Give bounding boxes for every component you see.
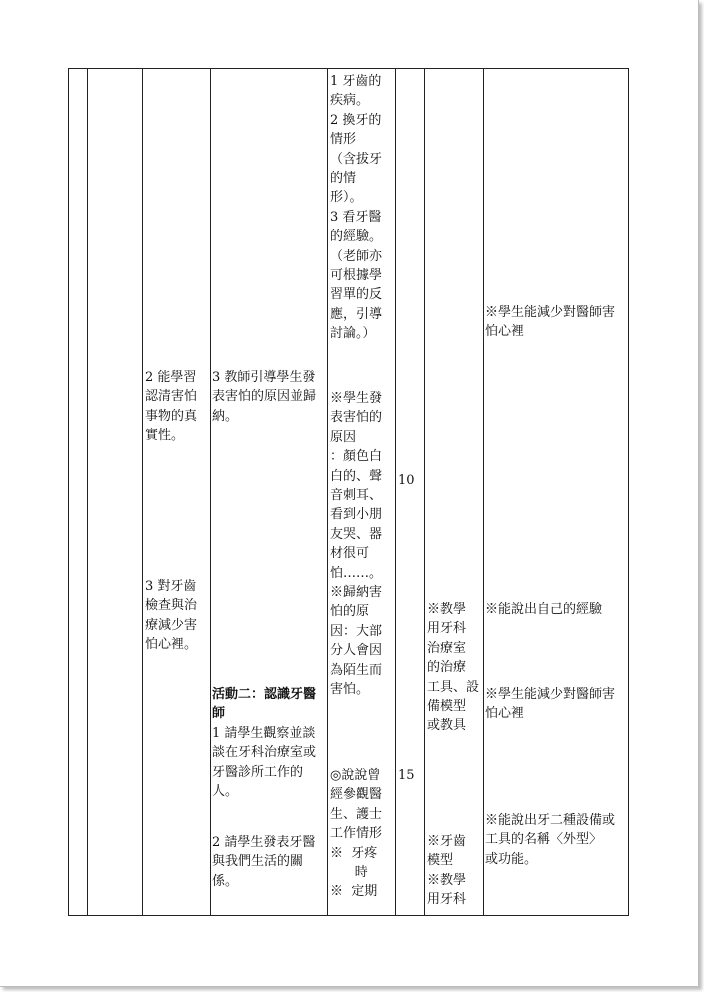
content-block-1: 1 牙齒的 疾病。 2 換牙的 情形 （含拔牙 的情 形）。 3 看牙醫 的經驗。 （老師亦 可根據學 習單的反 應，引導 討論。） xyxy=(330,74,383,342)
content-block-2: ※學生發 表害怕的 原因 ：顏色白 白的、聲 音刺耳、 看到小朋 友哭、器 材很可 怕……。 ※歸納害 怕的原 因：大部 分人會因 為陌生而 害怕。 xyxy=(330,391,383,698)
lesson-plan-table xyxy=(68,68,629,916)
column-divider xyxy=(142,69,143,915)
column-divider xyxy=(424,69,425,915)
assessment-2: ※能說出自己的經驗 xyxy=(485,602,603,617)
resource-2: ※牙齒 模型 ※教學 用牙科 xyxy=(427,834,467,908)
assessment-3: ※學生能減少對醫師害 怕心裡 xyxy=(485,687,616,722)
activity-2-step-1: 1 請學生觀察並談 談在牙科治療室或 牙醫診所工作的 人。 xyxy=(212,726,317,800)
column-divider xyxy=(210,69,211,915)
objective-item-2: 2 能學習 認清害怕 事物的真 實性。 xyxy=(145,370,198,444)
assessment-4: ※能說出牙二種設備或 工具的名稱〈外型〉 或功能。 xyxy=(485,813,616,867)
column-divider xyxy=(87,69,88,915)
activity-2-step-2: 2 請學生發表牙醫 與我們生活的關 係。 xyxy=(212,835,316,889)
assessment-1: ※學生能減少對醫師害 怕心裡 xyxy=(485,305,616,340)
objective-item-3: 3 對牙齒 檢查與治 療減少害 怕心裡。 xyxy=(145,579,198,653)
column-divider xyxy=(327,69,328,915)
column-divider xyxy=(395,69,396,915)
time-minutes-2: 15 xyxy=(398,768,415,783)
column-divider xyxy=(483,69,484,915)
resource-1: ※教學 用牙科 治療室 的治療 工具、設 備模型 或教具 xyxy=(427,602,480,734)
content-block-3: ◎說說曾 經參觀醫 生、護士 工作情形 ※ 牙疼 時 ※ 定期 xyxy=(330,768,383,900)
time-minutes-1: 10 xyxy=(398,473,415,488)
activity-step-3: 3 教師引導學生發 表害怕的原因並歸 納。 xyxy=(212,370,317,424)
activity-2-title: 活動二：認識牙醫 師 xyxy=(212,687,317,722)
